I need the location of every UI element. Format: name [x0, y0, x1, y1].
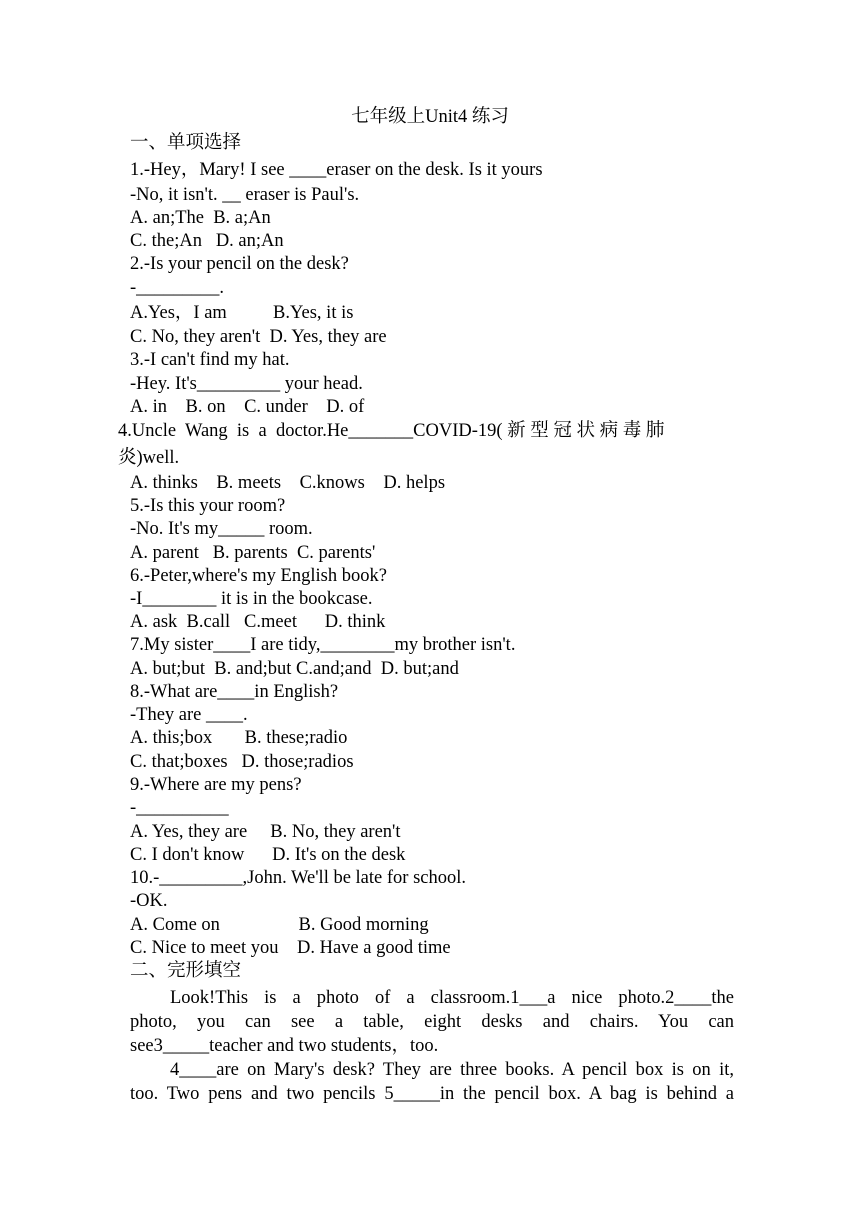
question-9-reply: -__________	[130, 798, 229, 818]
page-title: 七年级上Unit4 练习	[351, 107, 509, 127]
question-8-options-cd: C. that;boxes D. those;radios	[130, 752, 354, 772]
question-8-stem: 8.-What are____in English?	[130, 682, 339, 702]
question-9-options-ab: A. Yes, they are B. No, they aren't	[130, 822, 401, 842]
question-5-options: A. parent B. parents C. parents'	[130, 543, 376, 563]
question-4-stem-line1: 4.Uncle Wang is a doctor.He_______COVID-19( 新 型 冠 状 病 毒 肺	[118, 421, 665, 441]
question-3-options: A. in B. on C. under D. of	[130, 397, 365, 417]
question-8-options-ab: A. this;box B. these;radio	[130, 728, 348, 748]
question-6-options: A. ask B.call C.meet D. think	[130, 612, 386, 632]
question-5-reply: -No. It's my_____ room.	[130, 519, 313, 539]
question-4-options: A. thinks B. meets C.knows D. helps	[130, 473, 446, 493]
question-1-reply: -No, it isn't. __ eraser is Paul's.	[130, 185, 360, 205]
question-10-options-ab: A. Come on B. Good morning	[130, 915, 429, 935]
question-3-stem: 3.-I can't find my hat.	[130, 350, 290, 370]
question-8-reply: -They are ____.	[130, 705, 248, 725]
question-6-reply: -I________ it is in the bookcase.	[130, 589, 373, 609]
question-1-options-cd: C. the;An D. an;An	[130, 231, 284, 251]
passage-para2-line1: 4____are on Mary's desk? They are three books. A pencil box is on it,	[170, 1060, 734, 1080]
question-9-stem: 9.-Where are my pens?	[130, 775, 302, 795]
passage-para1-line3: see3_____teacher and two students，too.	[130, 1036, 439, 1056]
question-2-reply: -_________.	[130, 278, 225, 298]
question-2-options-ab: A.Yes，I am B.Yes, it is	[130, 303, 354, 323]
passage-para1-line1: Look!This is a photo of a classroom.1___a nice photo.2____the	[170, 988, 734, 1008]
passage-para2-line2: too. Two pens and two pencils 5_____in the pencil box. A bag is behind a	[130, 1084, 734, 1104]
question-7-options: A. but;but B. and;but C.and;and D. but;and	[130, 659, 459, 679]
question-1-stem: 1.-Hey，Mary! I see ____eraser on the desk. Is it yours	[130, 160, 543, 180]
question-1-options-ab: A. an;The B. a;An	[130, 208, 271, 228]
question-4-stem-line2: 炎)well.	[118, 448, 180, 468]
section-heading-cloze: 二、完形填空	[130, 961, 242, 981]
section-heading-single-choice: 一、单项选择	[130, 133, 242, 153]
passage-para1-line2: photo, you can see a table, eight desks and chairs. You can	[130, 1012, 734, 1032]
question-6-stem: 6.-Peter,where's my English book?	[130, 566, 387, 586]
question-10-options-cd: C. Nice to meet you D. Have a good time	[130, 938, 451, 958]
question-5-stem: 5.-Is this your room?	[130, 496, 286, 516]
question-3-reply: -Hey. It's_________ your head.	[130, 374, 363, 394]
question-9-options-cd: C. I don't know D. It's on the desk	[130, 845, 406, 865]
question-10-stem: 10.-_________,John. We'll be late for school.	[130, 868, 466, 888]
question-2-stem: 2.-Is your pencil on the desk?	[130, 254, 349, 274]
question-10-reply: -OK.	[130, 891, 168, 911]
question-7-stem: 7.My sister____I are tidy,________my brother isn't.	[130, 635, 516, 655]
question-2-options-cd: C. No, they aren't D. Yes, they are	[130, 327, 387, 347]
